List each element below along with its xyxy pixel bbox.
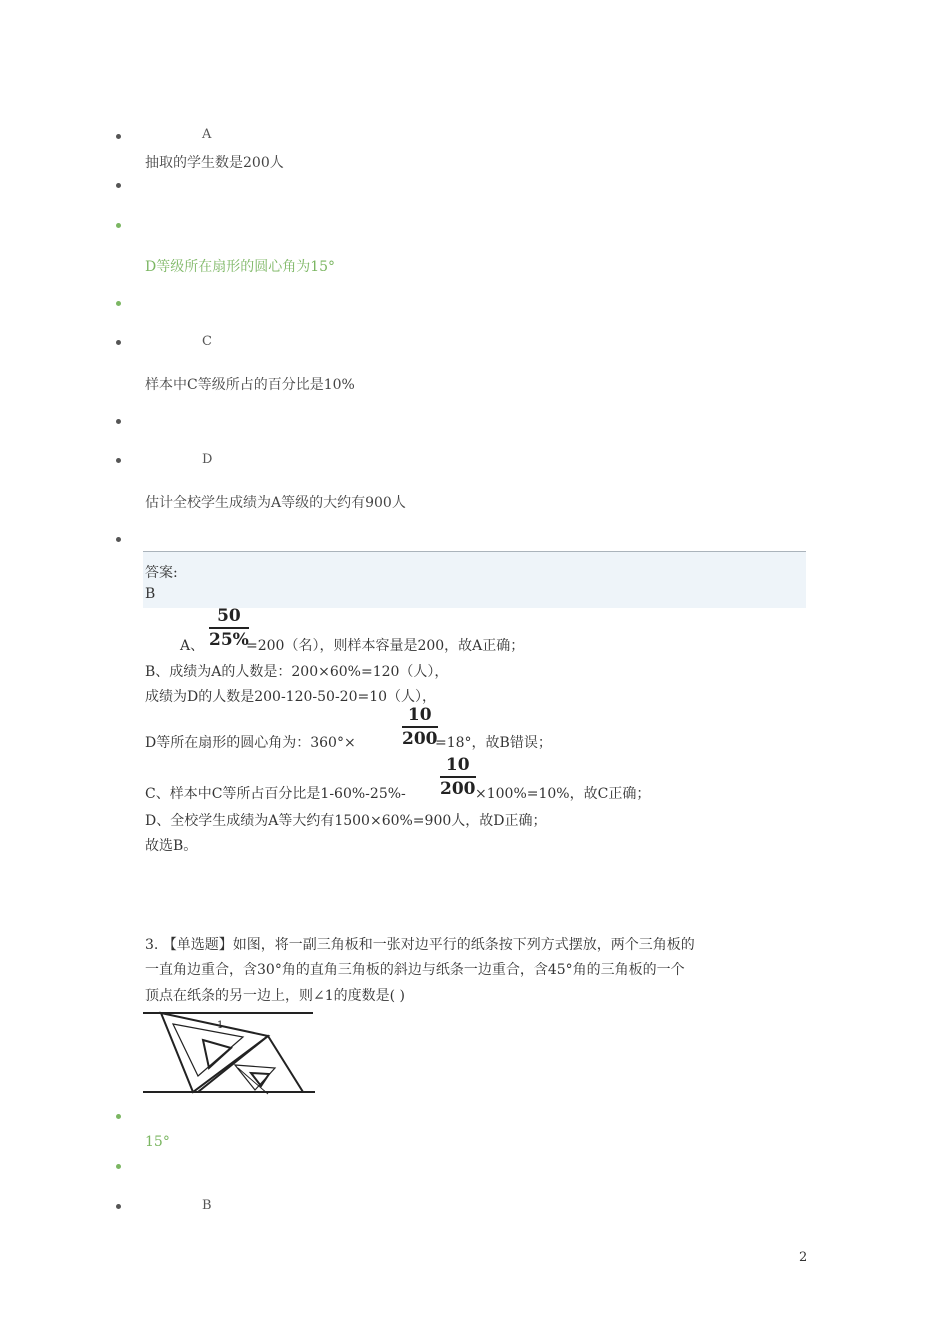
- solution-line-3: 成绩为D的人数是200-120-50-20=10（人），: [145, 689, 437, 705]
- question-3-option-b-letter: B: [202, 1198, 212, 1213]
- page-number: 2: [799, 1250, 808, 1265]
- list-bullet: [116, 340, 121, 345]
- list-bullet-correct: [116, 223, 121, 228]
- fraction-bar: [402, 726, 438, 728]
- list-bullet: [116, 537, 121, 542]
- answer-label: 答案:: [145, 565, 178, 581]
- fraction-denominator: 200: [440, 779, 476, 799]
- fraction-denominator: 25%: [209, 630, 249, 650]
- figure-angle-label: 1: [217, 1020, 224, 1031]
- question-3-line-2: 一直角边重合，含30°角的直角三角板的斜边与纸条一边重合，含45°角的三角板的一个: [145, 962, 685, 978]
- solution-line-2: B、成绩为A的人数是：200×60%=120（人），: [145, 664, 449, 680]
- solution-line-4-suffix: =18°，故B错误；: [435, 735, 552, 751]
- fraction-numerator: 10: [407, 705, 432, 725]
- option-c-text[interactable]: 样本中C等级所占的百分比是10%: [145, 377, 355, 393]
- solution-line-4-prefix: D等所在扇形的圆心角为：360°×: [145, 735, 356, 751]
- fraction-50-over-25pct: [209, 606, 249, 650]
- question-3-line-1: 3. 【单选题】如图，将一副三角板和一张对边平行的纸条按下列方式摆放，两个三角板的: [145, 937, 695, 953]
- option-b-text[interactable]: D等级所在扇形的圆心角为15°: [145, 259, 336, 275]
- fraction-bar: [440, 776, 476, 778]
- solution-line-1-suffix: =200（名），则样本容量是200，故A正确；: [246, 638, 525, 654]
- question-3-line-3: 顶点在纸条的另一边上，则∠1的度数是( ): [145, 988, 406, 1004]
- solution-line-5-suffix: ×100%=10%，故C正确；: [475, 786, 651, 802]
- fraction-numerator: 50: [217, 606, 241, 626]
- list-bullet: [116, 1204, 121, 1209]
- answer-box: [143, 551, 806, 608]
- list-bullet-correct: [116, 1114, 121, 1119]
- answer-value: B: [145, 586, 156, 602]
- solution-line-6: D、全校学生成绩为A等大约有1500×60%=900人，故D正确；: [145, 813, 547, 829]
- option-d-letter: D: [202, 452, 213, 467]
- list-bullet: [116, 458, 121, 463]
- fraction-10-over-200: [440, 755, 476, 799]
- option-a-text[interactable]: 抽取的学生数是200人: [145, 155, 284, 171]
- list-bullet: [116, 419, 121, 424]
- question-3-option-a-text[interactable]: 15°: [145, 1134, 170, 1150]
- solution-line-1-prefix: A、: [180, 638, 205, 654]
- list-bullet: [116, 134, 121, 139]
- solution-line-7: 故选B。: [145, 838, 198, 854]
- triangle-ruler-figure: [143, 1008, 318, 1096]
- solution-line-5-prefix: C、样本中C等所占百分比是1-60%-25%-: [145, 786, 406, 802]
- option-a-letter: A: [202, 127, 212, 142]
- fraction-numerator: 10: [445, 755, 470, 775]
- fraction-denominator: 200: [402, 729, 438, 749]
- list-bullet-correct: [116, 1164, 121, 1169]
- list-bullet-correct: [116, 301, 121, 306]
- fraction-bar: [209, 627, 249, 629]
- option-d-text[interactable]: 估计全校学生成绩为A等级的大约有900人: [145, 495, 406, 511]
- option-c-letter: C: [202, 334, 212, 349]
- list-bullet: [116, 183, 121, 188]
- fraction-10-over-200: [402, 705, 438, 749]
